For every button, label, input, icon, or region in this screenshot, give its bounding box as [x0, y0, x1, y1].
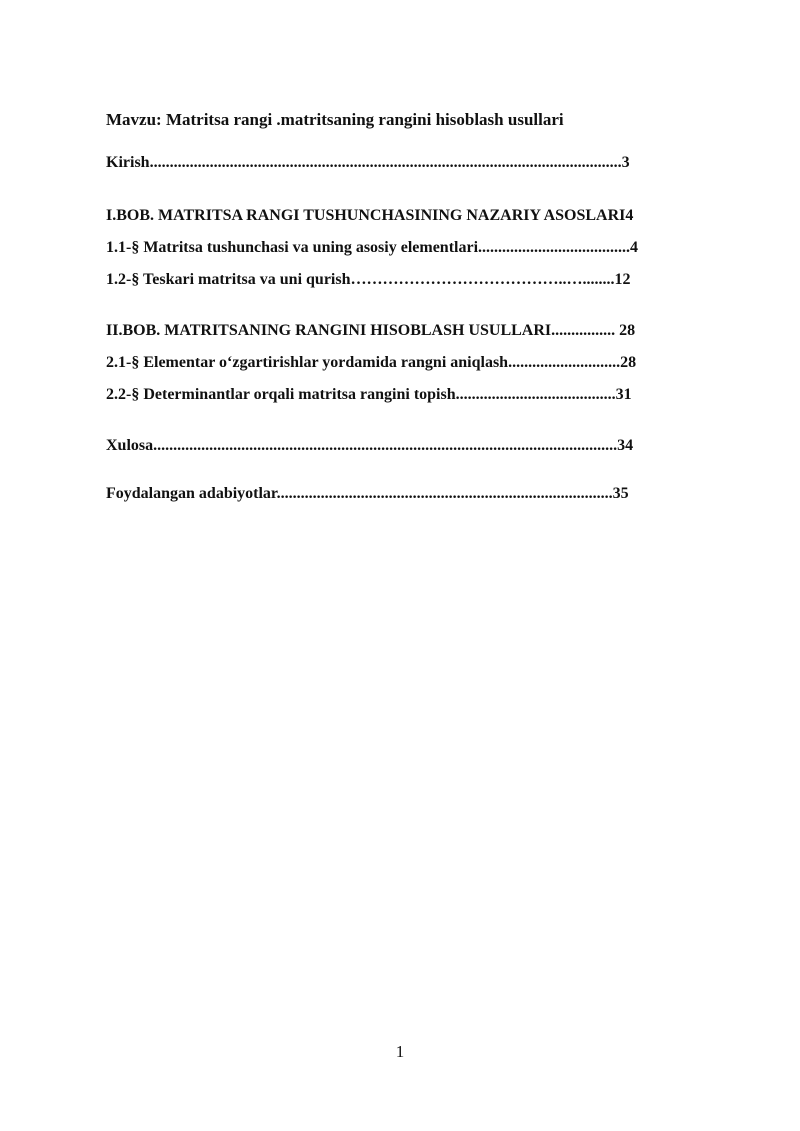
page-number: 1 — [395, 1042, 405, 1061]
toc-entry-kirish: Kirish......................................................................................................................3 — [106, 154, 630, 171]
toc-entry-section-1-1: 1.1-§ Matritsa tushunchasi va uning asosiy elementlari......................................4 — [106, 239, 639, 256]
document-topic: Mavzu: Matritsa rangi .matritsaning rangini hisoblash usullari — [106, 110, 564, 129]
toc-entry-xulosa: Xulosa....................................................................................................................34 — [106, 437, 634, 454]
toc-entry-chapter-1: I.BOB. MATRITSA RANGI TUSHUNCHASINING NAZARIY ASOSLARI4 — [106, 207, 634, 224]
toc-entry-section-2-1: 2.1-§ Elementar o‘zgartirishlar yordamida rangni aniqlash............................28 — [106, 354, 637, 371]
toc-entry-adabiyotlar: Foydalangan adabiyotlar....................................................................................35 — [106, 485, 629, 502]
toc-entry-chapter-2: II.BOB. MATRITSANING RANGINI HISOBLASH USULLARI................ 28 — [106, 322, 636, 339]
toc-entry-section-1-2: 1.2-§ Teskari matritsa va uni qurish…………………………………..…........12 — [106, 271, 631, 288]
toc-entry-section-2-2: 2.2-§ Determinantlar orqali matritsa rangini topish........................................31 — [106, 386, 632, 403]
